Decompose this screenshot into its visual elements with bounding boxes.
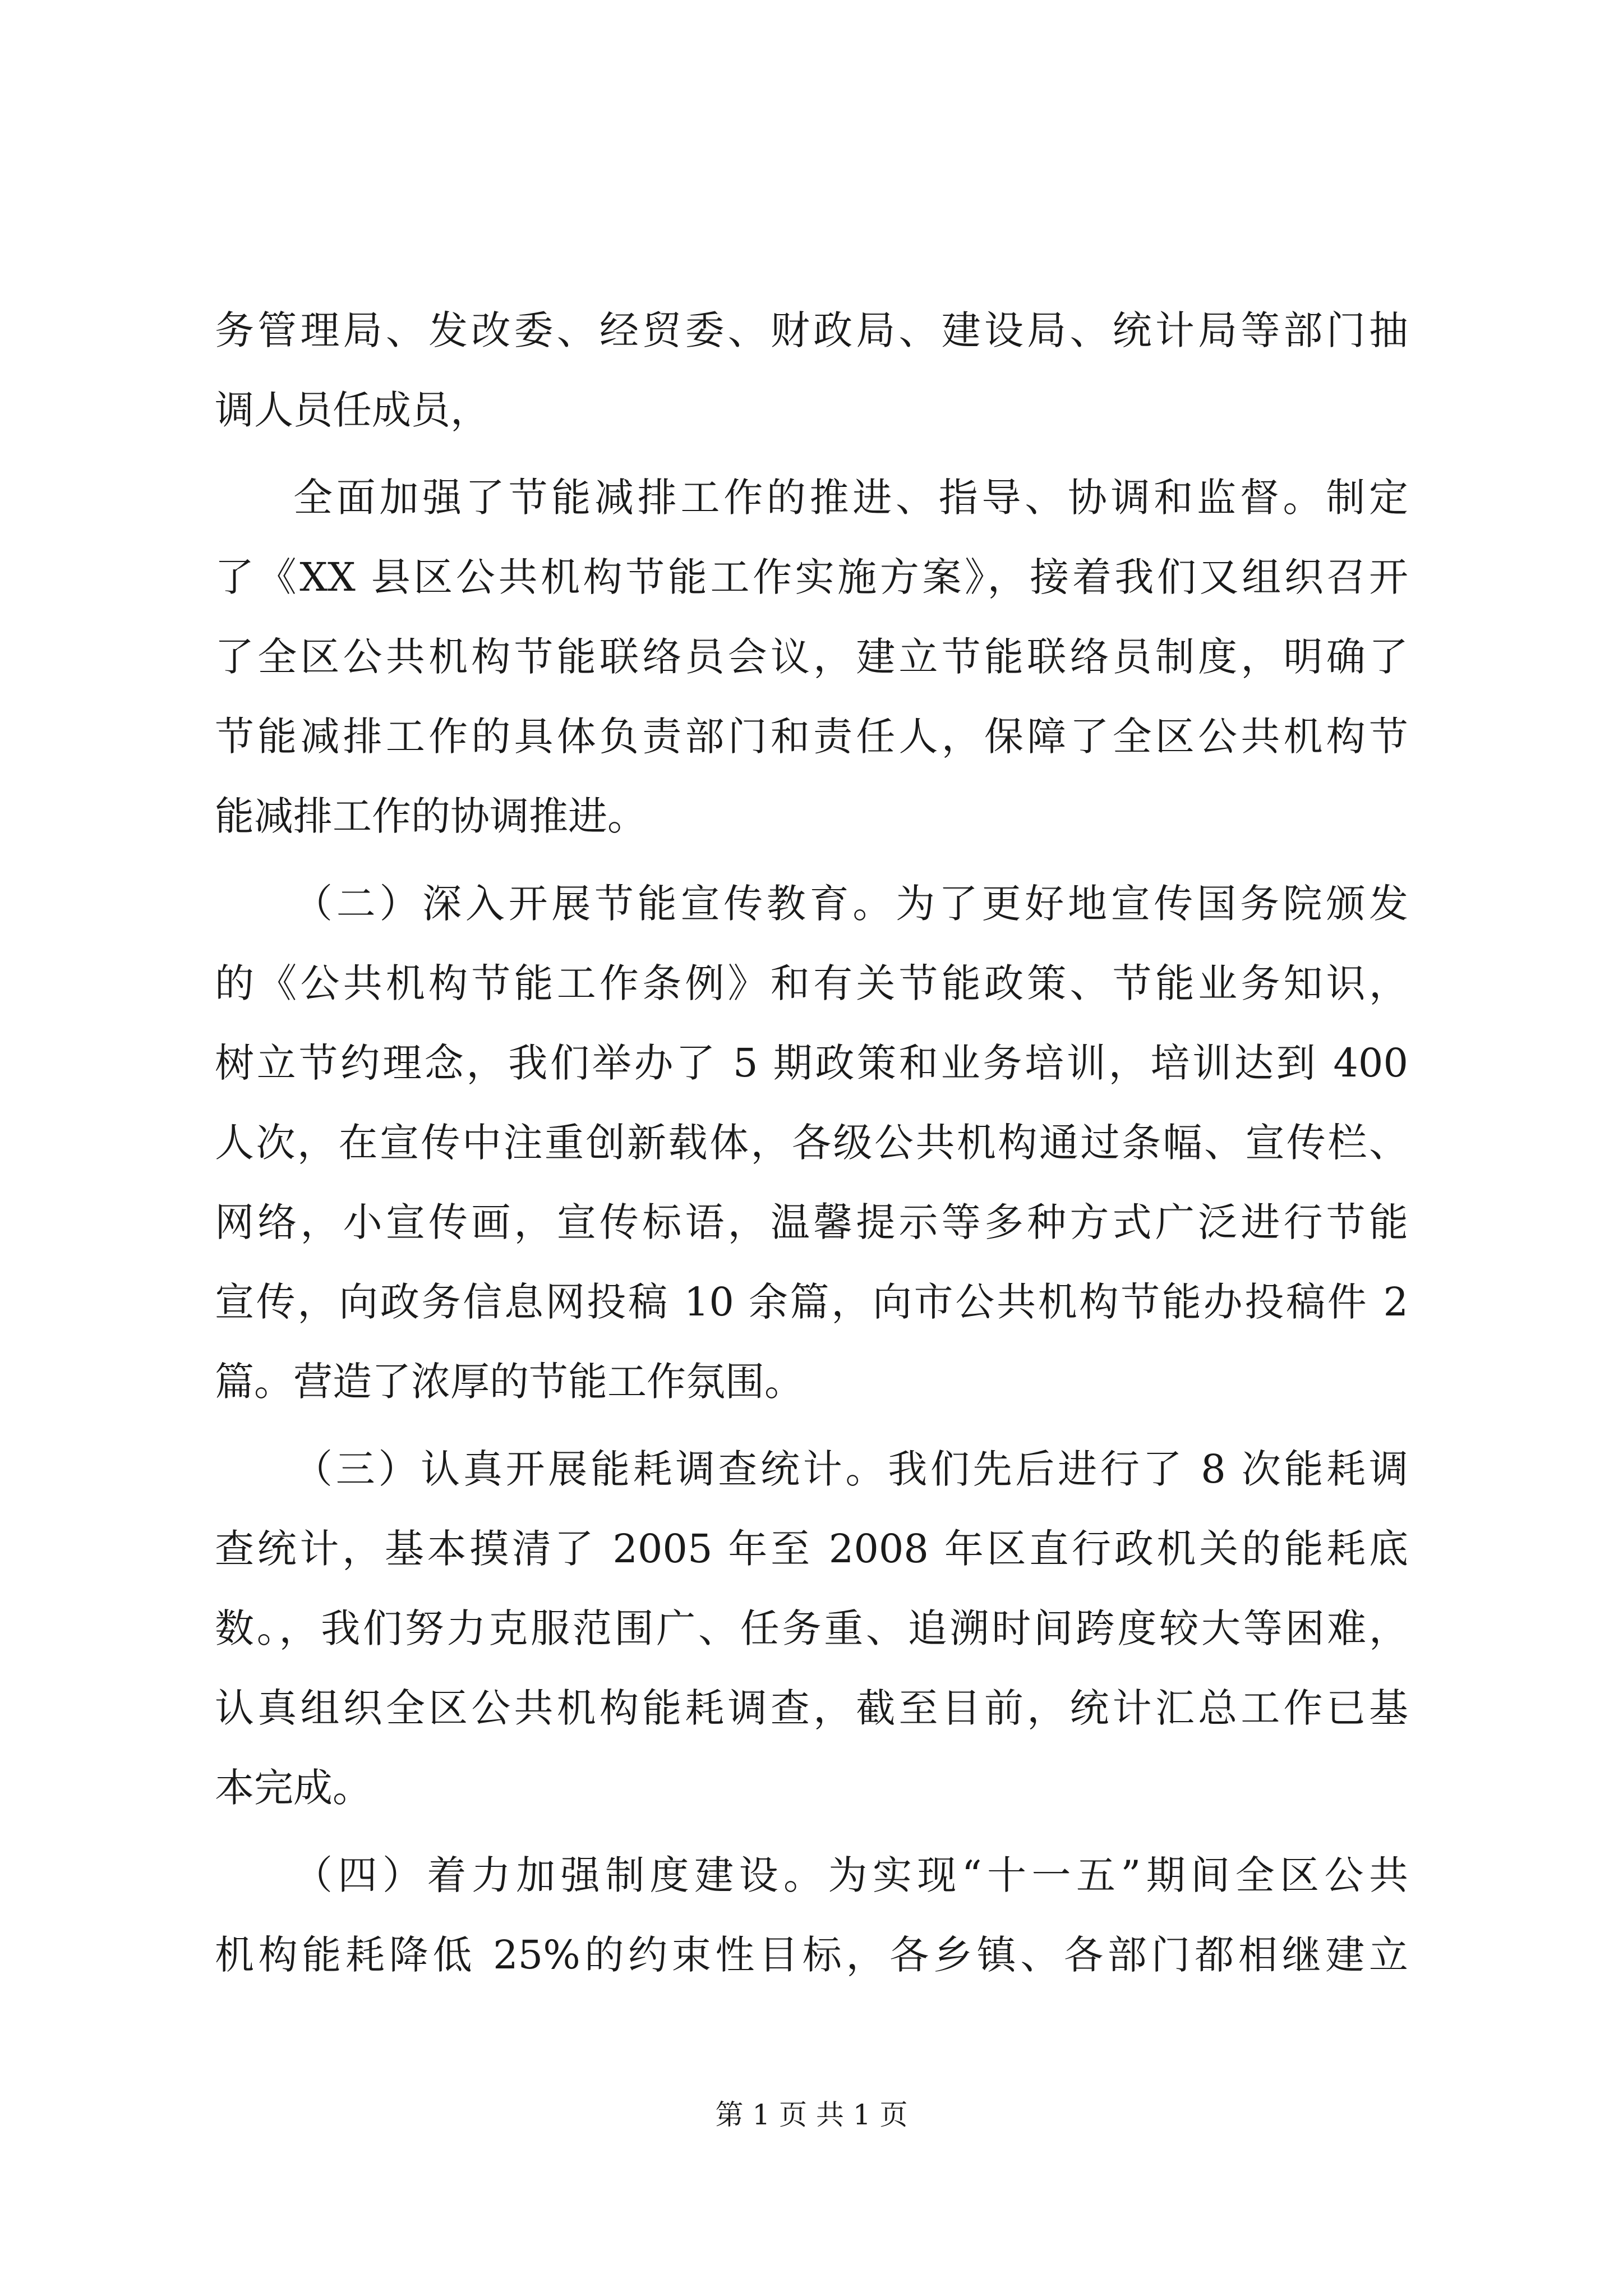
text-line: 能减排工作的协调推进。 (215, 793, 647, 839)
text-line: 了《XX 县区公共机构节能工作实施方案》，接着我们又组织召开 (215, 554, 1408, 600)
text-line: 网络，小宣传画，宣传标语，温馨提示等多种方式广泛进行节能 (215, 1199, 1408, 1245)
text-line: 篇。营造了浓厚的节能工作氛围。 (215, 1359, 804, 1405)
text-line: 数。，我们努力克服范围广、任务重、追溯时间跨度较大等困难， (215, 1605, 1408, 1651)
text-line: 宣传，向政务信息网投稿 10 余篇，向市公共机构节能办投稿件 2 (215, 1279, 1408, 1325)
text-line: （四）着力加强制度建设。为实现“十一五”期间全区公共 (293, 1852, 1408, 1898)
text-line: （三）认真开展能耗调查统计。我们先后进行了 8 次能耗调 (293, 1446, 1408, 1492)
text-line: （二）深入开展节能宣传教育。为了更好地宣传国务院颁发 (293, 881, 1408, 927)
text-line: 全面加强了节能减排工作的推进、指导、协调和监督。制定 (293, 475, 1408, 521)
text-line: 树立节约理念，我们举办了 5 期政策和业务培训，培训达到 400 (215, 1040, 1408, 1086)
text-line: 调人员任成员， (215, 387, 490, 433)
text-line: 机构能耗降低 25%的约束性目标，各乡镇、各部门都相继建立 (215, 1932, 1408, 1978)
page-number-footer: 第 1 页 共 1 页 (715, 2099, 908, 2131)
text-line: 的《公共机构节能工作条例》和有关节能政策、节能业务知识， (215, 960, 1408, 1006)
text-line: 务管理局、发改委、经贸委、财政局、建设局、统计局等部门抽 (215, 307, 1408, 353)
text-line: 人次，在宣传中注重创新载体，各级公共机构通过条幅、宣传栏、 (215, 1120, 1408, 1166)
text-line: 了全区公共机构节能联络员会议，建立节能联络员制度，明确了 (215, 634, 1408, 680)
text-line: 认真组织全区公共机构能耗调查，截至目前，统计汇总工作已基 (215, 1685, 1408, 1731)
text-line: 查统计，基本摸清了 2005 年至 2008 年区直行政机关的能耗底 (215, 1526, 1408, 1572)
text-line: 本完成。 (215, 1765, 372, 1811)
document-body (215, 291, 1408, 1995)
text-line: 节能减排工作的具体负责部门和责任人，保障了全区公共机构节 (215, 714, 1408, 760)
